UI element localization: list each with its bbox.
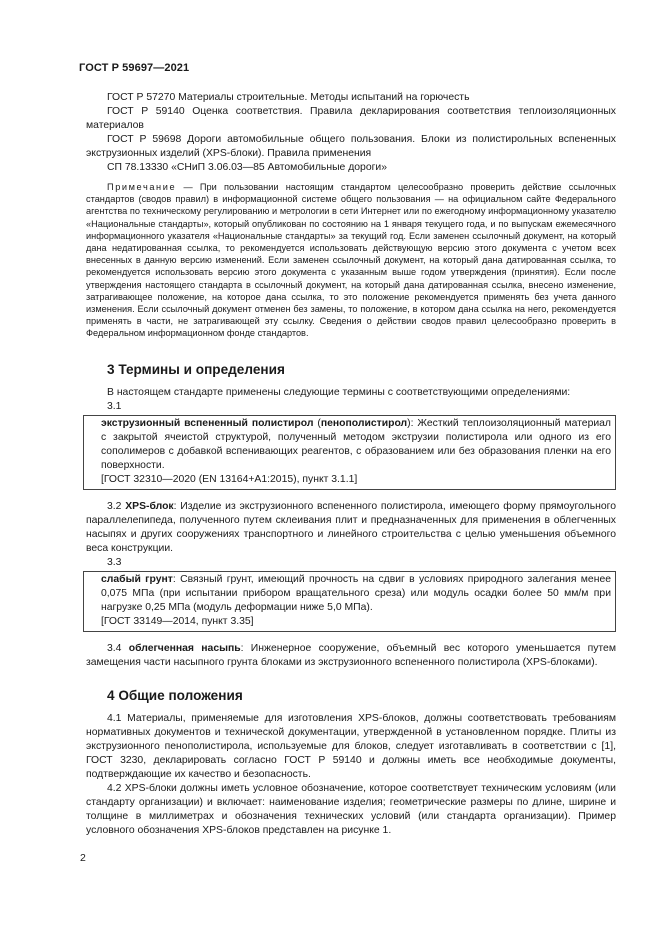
term-3-2: 3.2 XPS-блок: Изделие из экструзионного вспененного полистирола, имеющего форму прямоугольного параллелепипеда, полученного путем склеивания плит и предназначенных для применения в облегченных насыпях и других сооружениях транспортного и линейного строительства с целью уменьшения объемного веса конструкции. (86, 500, 616, 554)
term-3-1-number: 3.1 (107, 400, 122, 412)
section-4-title: 4 Общие положения (107, 687, 243, 703)
term-3-3-number: 3.3 (107, 556, 122, 568)
term-3-3-box (83, 571, 616, 632)
reference-item: ГОСТ Р 57270 Материалы строительные. Методы испытаний на горючесть (107, 92, 470, 103)
document-header: ГОСТ Р 59697—2021 (79, 62, 190, 74)
term-3-2-term: XPS-блок (125, 500, 174, 512)
note-text: — При пользовании настоящим стандартом целесообразно проверить действие ссылочных стандартов (сводов правил) в информационной системе общего пользования — на официальном сайте Федерального агентства по техническому регулированию и метрологии в сети Интернет или по ежегодному информационному указателю «Национальные стандарты», который опубликован по состоянию на 1 января текущего года, и по выпускам ежемесячного информационного указателя «Национальные стандарты» за текущий год. Если заменен ссылочный документ, на который дана недатированная ссылка, то рекомендуется использовать действующую версию этого документа с учетом всех внесенных в данную версию изменений. Если заменен ссылочный документ, на который дана датированная ссылка, то рекомендуется использовать версию этого документа с указанным выше годом утверждения (принятия). Если после утверждения настоящего стандарта в ссылочный документ, на который дана датированная ссылка, внесено изменение, затрагивающее положение, на которое дана ссылка, то это положение рекомендуется применять без учета данного изменения. Если ссылочный документ отменен без замены, то положение, в котором дана ссылка на него, рекомендуется применять в части, не затрагивающей эту ссылку. Сведения о действии сводов правил целесообразно проверить в Федеральном информационном фонде стандартов. (86, 182, 616, 339)
reference-item: ГОСТ Р 59698 Дороги автомобильные общего пользования. Блоки из полистирольных вспененных экструзионных изделий (XPS-блоки). Правила применения (86, 134, 616, 159)
term-3-4-term: облегченная насыпь (128, 642, 241, 654)
term-3-4: 3.4 облегченная насыпь: Инженерное сооружение, объемный вес которого уменьшается путем замещения части насыпного грунта блоками из экструзионного вспененного полистирола (XPS-блоками). (86, 642, 616, 668)
term-3-3-source: [ГОСТ 33149—2014, пункт 3.35] (101, 615, 254, 627)
page-number: 2 (80, 852, 86, 864)
term-3-1-term: экструзионный вспененный полистирол (101, 417, 314, 429)
term-3-1-box (83, 415, 616, 490)
term-3-1-alt-term: пенополистирол (320, 417, 408, 429)
note-label: Примечание (107, 182, 177, 192)
term-3-3-term: слабый грунт (101, 573, 173, 585)
note-paragraph (86, 181, 616, 340)
reference-item: СП 78.13330 «СНиП 3.06.03—85 Автомобильные дороги» (107, 162, 387, 173)
paragraph-4-1: 4.1 Материалы, применяемые для изготовления XPS-блоков, должны соответствовать требованиям нормативных документов и технической документации, утвержденной в установленном порядке. Плиты из экструзионного пенополистирола, используемые для блоков, следует изготавливать в соответствии с [1], ГОСТ 3230, декларировать согласно ГОСТ Р 59140 и должны иметь все необходимые документы, подтверждающие их качество и безопасность. (86, 712, 616, 780)
section-3-title: 3 Термины и определения (107, 361, 285, 377)
reference-item: ГОСТ Р 59140 Оценка соответствия. Правила декларирования соответствия теплоизоляционных материалов (86, 106, 616, 131)
document-body (86, 91, 616, 838)
section-3-intro: В настоящем стандарте применены следующие термины с соответствующими определениями: (107, 386, 571, 398)
term-3-3-definition: слабый грунт: Связный грунт, имеющий прочность на сдвиг в условиях природного залегания менее 0,075 МПа (при испытании прибором вращательного среза) или модуль осадки более 50 мм/м при нагрузке 0,25 МПа (модуль деформации ниже 5,0 МПа). (101, 573, 612, 613)
term-3-1-source: [ГОСТ 32310—2020 (EN 13164+A1:2015), пункт 3.1.1] (101, 473, 358, 485)
paragraph-4-2: 4.2 XPS-блоки должны иметь условное обозначение, которое соответствует техническим условиям (или стандарту организации) и включает: наименование изделия; геометрические размеры по длине, ширине и толщине в миллиметрах и обозначения технических условий (или стандарта организации). Пример условного обозначения XPS-блоков представлен на рисунке 1. (86, 782, 616, 836)
term-3-1-definition: экструзионный вспененный полистирол (пенополистирол): Жесткий теплоизоляционный материал с закрытой ячеистой структурой, полученный методом экструзии полистирола или одного из его сополимеров с добавкой вспенивающих реагентов, с образованием или без образования пленки на его поверхности. (101, 417, 611, 471)
